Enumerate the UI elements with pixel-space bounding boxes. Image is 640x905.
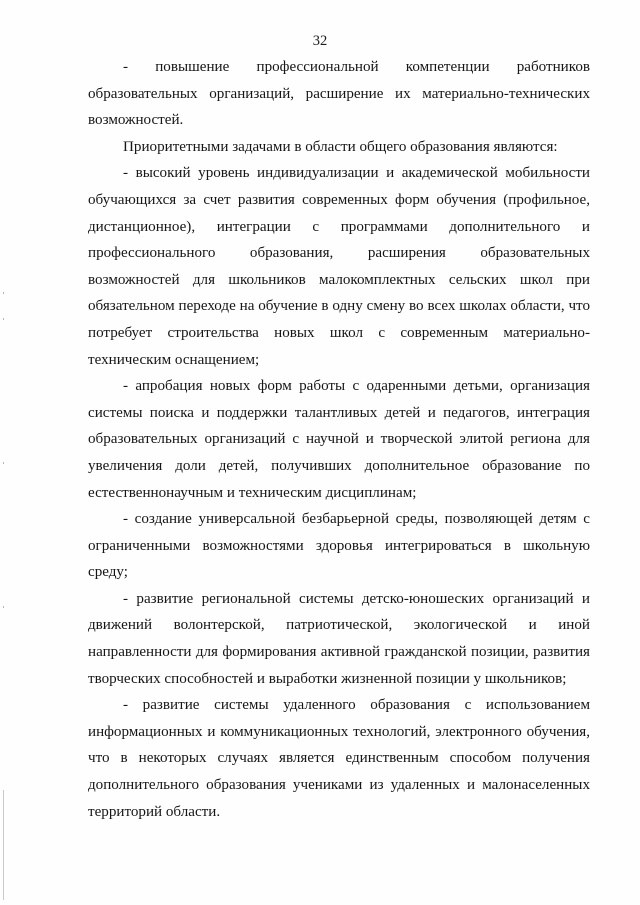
paragraph-remote-education: - развитие системы удаленного образования с использованием информационных и коммуникационных технологий, электронного обучения, что в некоторых случаях является единственным способом получения дополнительного образования учениками из удаленных и малонаселенных территорий области. (88, 697, 590, 820)
scan-artifact (3, 292, 4, 294)
paragraph-competence: - повышение профессиональной компетенции работников образовательных организаций, расширение их материально-технических возможностей. (88, 59, 590, 129)
paragraph-priority-tasks-intro: Приоритетными задачами в области общего образования являются: (123, 138, 558, 155)
document-body (88, 54, 590, 825)
page-number: 32 (312, 33, 328, 49)
paragraph-individualization: - высокий уровень индивидуализации и академической мобильности обучающихся за счет развития современных форм обучения (профильное, дистанционное), интеграции с программами дополнительного и профессионального образования, расширения образовательных возможностей для школьников малокомплектных сельских школ при обязательном переходе на обучение в одну смену во всех школах области, что потребует строительства новых школ с современным материально-техническим оснащением; (88, 165, 590, 368)
scan-artifact (3, 318, 4, 320)
scan-artifact (3, 606, 4, 608)
paragraph-barrier-free: - создание универсальной безбарьерной среды, позволяющей детям с ограниченными возможностями здоровья интегрироваться в школьную среду; (88, 511, 590, 581)
scan-artifact (3, 462, 4, 464)
scan-edge-line (3, 790, 4, 900)
paragraph-youth-organizations: - развитие региональной системы детско-юношеских организаций и движений волонтерской, патриотической, экологической и иной направленности для формирования активной гражданской позиции, развития творческих способностей и выработки жизненной позиции у школьников; (88, 590, 590, 687)
paragraph-gifted-children: - апробация новых форм работы с одаренными детьми, организация системы поиска и поддержки талантливых детей и педагогов, интеграция образовательных организаций с научной и творческой элитой региона для увеличения доли детей, получивших дополнительное образование по естественнонаучным и техническим дисциплинам; (88, 378, 590, 501)
